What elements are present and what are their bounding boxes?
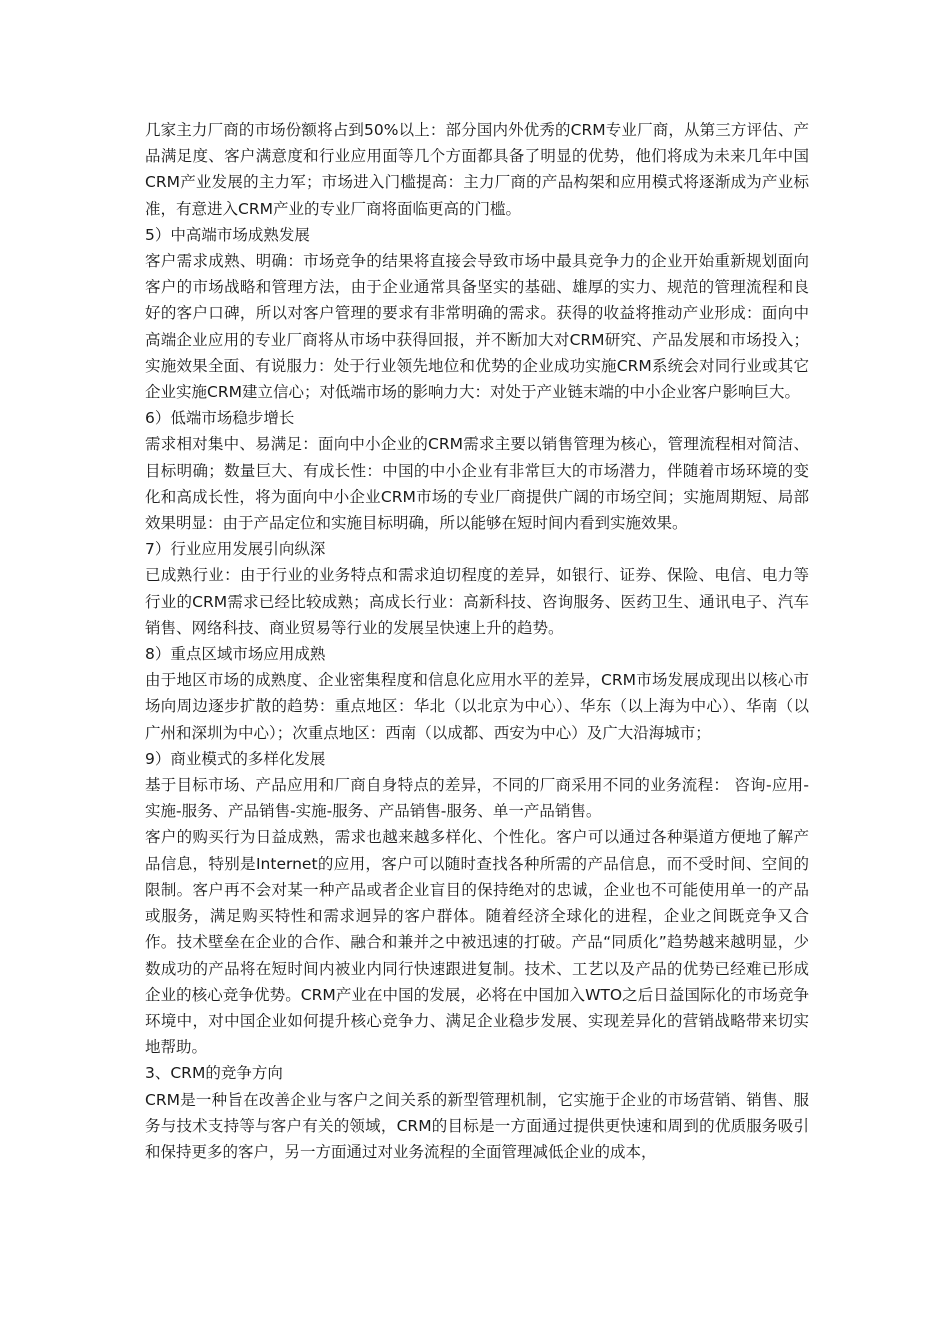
paragraph-regional-market: 由于地区市场的成熟度、企业密集程度和信息化应用水平的差异，CRM市场发展成现出以核心市场向周边逐步扩散的趋势：重点地区：华北（以北京为中心）、华东（以上海为中心）、华南（以广州和深圳为中心）；次重点地区：西南（以成都、西安为中心）及广大沿海城市； bbox=[145, 671, 809, 742]
heading-regional-market: 8）重点区域市场应用成熟 bbox=[145, 645, 326, 664]
paragraph-crm-definition: CRM是一种旨在改善企业与客户之间关系的新型管理机制，它实施于企业的市场营销、销售、服务与技术支持等与客户有关的领域，CRM的目标是一方面通过提供更快速和周到的优质服务吸引和保持更多的客户，另一方面通过对业务流程的全面管理减低企业的成本， bbox=[145, 1090, 809, 1161]
heading-low-end-market: 6）低端市场稳步增长 bbox=[145, 409, 295, 428]
paragraph-business-model: 基于目标市场、产品应用和厂商自身特点的差异，不同的厂商采用不同的业务流程： 咨询-应用-实施-服务、产品销售-实施-服务、产品销售-服务、单一产品销售。 bbox=[145, 776, 809, 821]
heading-crm-competition: 3、CRM的竞争方向 bbox=[145, 1064, 283, 1083]
paragraph-industry-application: 已成熟行业：由于行业的业务特点和需求迫切程度的差异，如银行、证券、保险、电信、电力等行业的CRM需求已经比较成熟；高成长行业：高新科技、咨询服务、医药卫生、通讯电子、汽车销售、网络科技、商业贸易等行业的发展呈快速上升的趋势。 bbox=[145, 566, 809, 637]
document-page bbox=[145, 117, 809, 1165]
paragraph-high-end-market: 客户需求成熟、明确：市场竞争的结果将直接会导致市场中最具竞争力的企业开始重新规划面向客户的市场战略和管理方法，由于企业通常具备坚实的基础、雄厚的实力、规范的管理流程和良好的客户口碑，所以对客户管理的要求有非常明确的需求。获得的收益将推动产业形成：面向中高端企业应用的专业厂商将从市场中获得回报，并不断加大对CRM研究、产品发展和市场投入；实施效果全面、有说服力：处于行业领先地位和优势的企业成功实施CRM系统会对同行业或其它企业实施CRM建立信心；对低端市场的影响力大：对处于产业链末端的中小企业客户影响巨大。 bbox=[145, 252, 809, 402]
heading-industry-application: 7）行业应用发展引向纵深 bbox=[145, 540, 326, 559]
heading-business-model: 9）商业模式的多样化发展 bbox=[145, 749, 326, 768]
paragraph-low-end-market: 需求相对集中、易满足：面向中小企业的CRM需求主要以销售管理为核心，管理流程相对简洁、目标明确；数量巨大、有成长性：中国的中小企业有非常巨大的市场潜力，伴随着市场环境的变化和高成长性，将为面向中小企业CRM市场的专业厂商提供广阔的市场空间；实施周期短、局部效果明显：由于产品定位和实施目标明确，所以能够在短时间内看到实施效果。 bbox=[145, 435, 809, 533]
heading-high-end-market: 5）中高端市场成熟发展 bbox=[145, 225, 310, 244]
paragraph-customer-behavior: 客户的购买行为日益成熟，需求也越来越多样化、个性化。客户可以通过各种渠道方便地了解产品信息，特别是Internet的应用，客户可以随时查找各种所需的产品信息，而不受时间、空间的限制。客户再不会对某一种产品或者企业盲目的保持绝对的忠诚，企业也不可能使用单一的产品或服务，满足购买特性和需求迥异的客户群体。随着经济全球化的进程，企业之间既竞争又合作。技术壁垒在企业的合作、融合和兼并之中被迅速的打破。产品“同质化”趋势越来越明显，少数成功的产品将在短时间内被业内同行快速跟进复制。技术、工艺以及产品的优势已经难已形成企业的核心竞争优势。CRM产业在中国的发展，必将在中国加入WTO之后日益国际化的市场竞争环境中，对中国企业如何提升核心竞争力、满足企业稳步发展、实现差异化的营销战略带来切实地帮助。 bbox=[145, 828, 809, 1057]
paragraph-market-share: 几家主力厂商的市场份额将占到50%以上：部分国内外优秀的CRM专业厂商，从第三方评估、产品满足度、客户满意度和行业应用面等几个方面都具备了明显的优势，他们将成为未来几年中国CRM产业发展的主力军；市场进入门槛提高：主力厂商的产品构架和应用模式将逐渐成为产业标准，有意进入CRM产业的专业厂商将面临更高的门槛。 bbox=[145, 121, 809, 218]
